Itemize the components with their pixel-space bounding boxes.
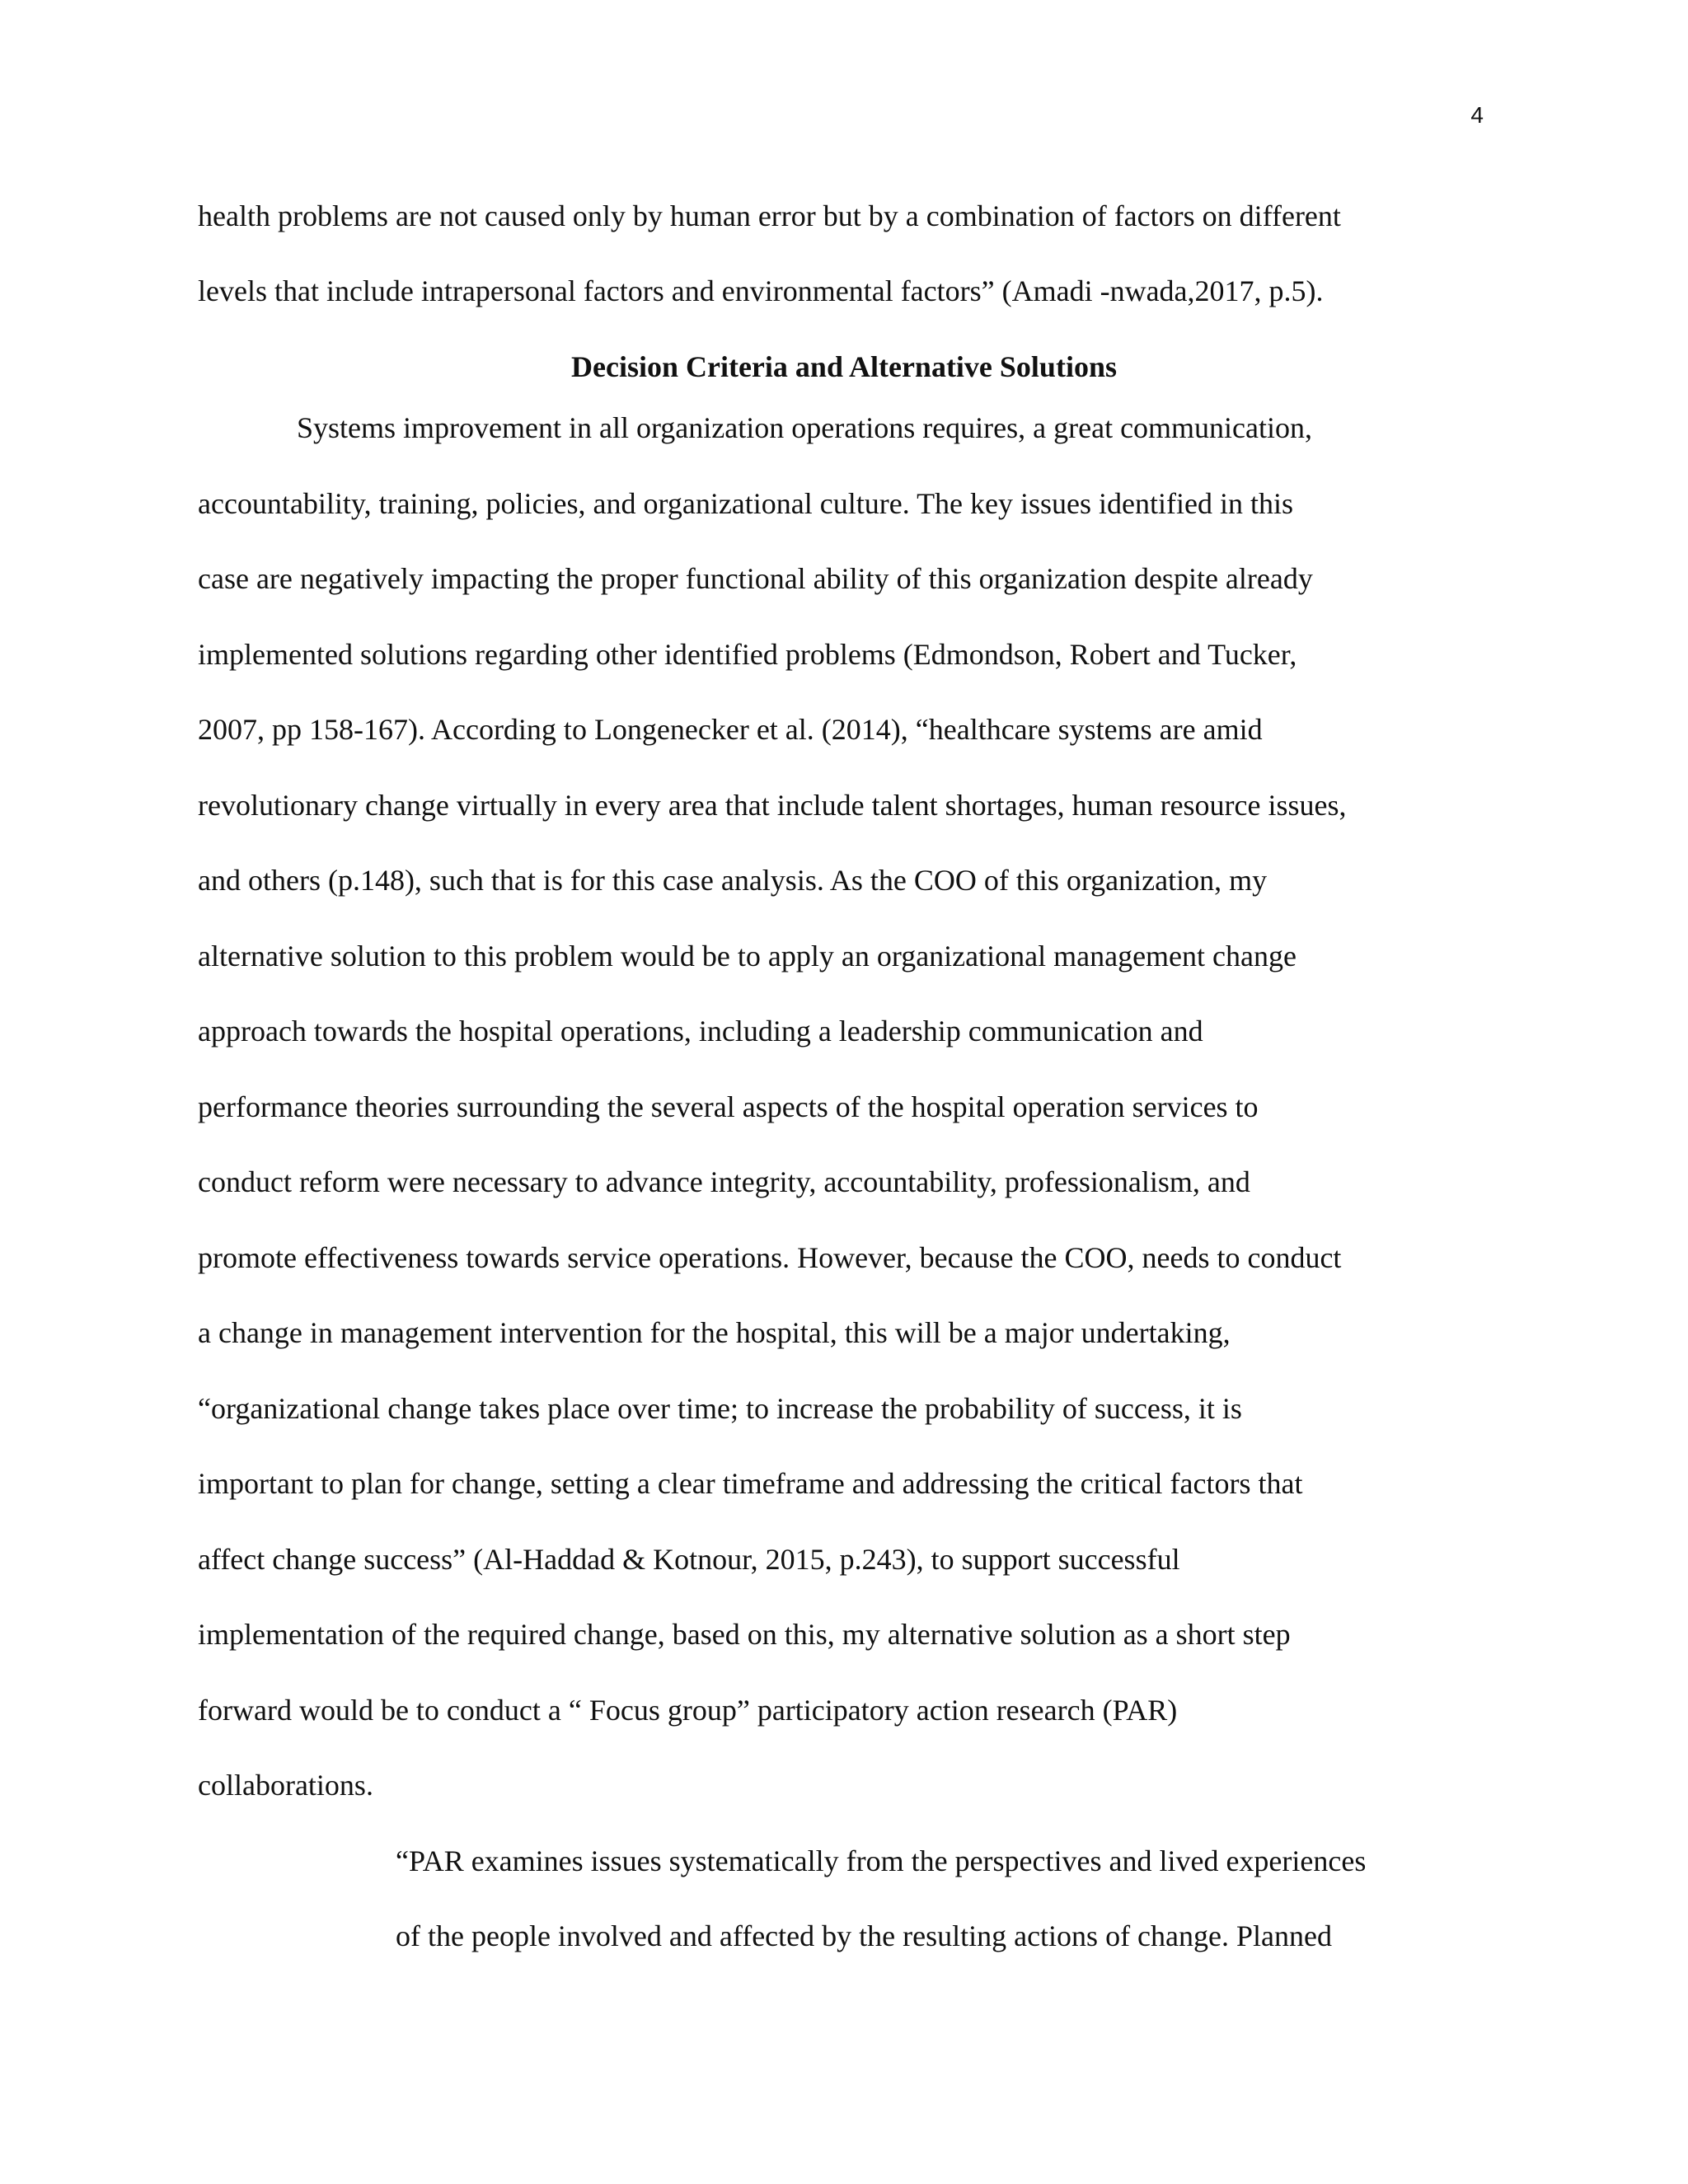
main-paragraph-line-19: collaborations. <box>198 1769 373 1802</box>
block-quote-line-2: of the people involved and affected by the resulting actions of change. Planned <box>396 1919 1332 1952</box>
main-paragraph-line-4: implemented solutions regarding other identified problems (Edmondson, Robert and Tucker, <box>198 638 1297 671</box>
main-paragraph-line-10: performance theories surrounding the several aspects of the hospital operation services to <box>198 1090 1259 1123</box>
main-paragraph-line-5: 2007, pp 158-167). According to Longenecker et al. (2014), “healthcare systems are amid <box>198 713 1263 746</box>
main-paragraph-line-16: affect change success” (Al-Haddad & Kotnour, 2015, p.243), to support successful <box>198 1543 1180 1576</box>
main-paragraph-line-6: revolutionary change virtually in every area that include talent shortages, human resource issues, <box>198 789 1347 822</box>
main-paragraph-line-15: important to plan for change, setting a clear timeframe and addressing the critical factors that <box>198 1467 1303 1500</box>
main-paragraph-line-18: forward would be to conduct a “ Focus group” participatory action research (PAR) <box>198 1694 1178 1727</box>
main-paragraph-line-17: implementation of the required change, based on this, my alternative solution as a short step <box>198 1618 1291 1651</box>
main-paragraph-line-7: and others (p.148), such that is for this case analysis. As the COO of this organization, my <box>198 864 1268 897</box>
main-paragraph-line-14: “organizational change takes place over time; to increase the probability of success, it is <box>198 1392 1242 1425</box>
main-paragraph-line-8: alternative solution to this problem would be to apply an organizational management change <box>198 940 1296 972</box>
main-paragraph-line-9: approach towards the hospital operations, including a leadership communication and <box>198 1015 1203 1047</box>
section-heading: Decision Criteria and Alternative Solutions <box>571 350 1117 383</box>
main-paragraph-line-13: a change in management intervention for the hospital, this will be a major undertaking, <box>198 1316 1231 1349</box>
main-paragraph-line-11: conduct reform were necessary to advance integrity, accountability, professionalism, and <box>198 1165 1250 1198</box>
main-paragraph-line-1: Systems improvement in all organization operations requires, a great communication, <box>297 411 1313 444</box>
top-paragraph-line-1: health problems are not caused only by human error but by a combination of factors on different <box>198 199 1341 232</box>
main-paragraph-line-2: accountability, training, policies, and organizational culture. The key issues identified in this <box>198 487 1293 520</box>
top-paragraph-line-2: levels that include intrapersonal factors and environmental factors” (Amadi -nwada,2017, p.5). <box>198 274 1324 307</box>
main-paragraph-line-3: case are negatively impacting the proper functional ability of this organization despite already <box>198 562 1313 595</box>
main-paragraph-line-12: promote effectiveness towards service operations. However, because the COO, needs to conduct <box>198 1241 1342 1274</box>
page-number: 4 <box>1470 102 1484 128</box>
block-quote-line-1: “PAR examines issues systematically from the perspectives and lived experiences <box>396 1844 1367 1877</box>
